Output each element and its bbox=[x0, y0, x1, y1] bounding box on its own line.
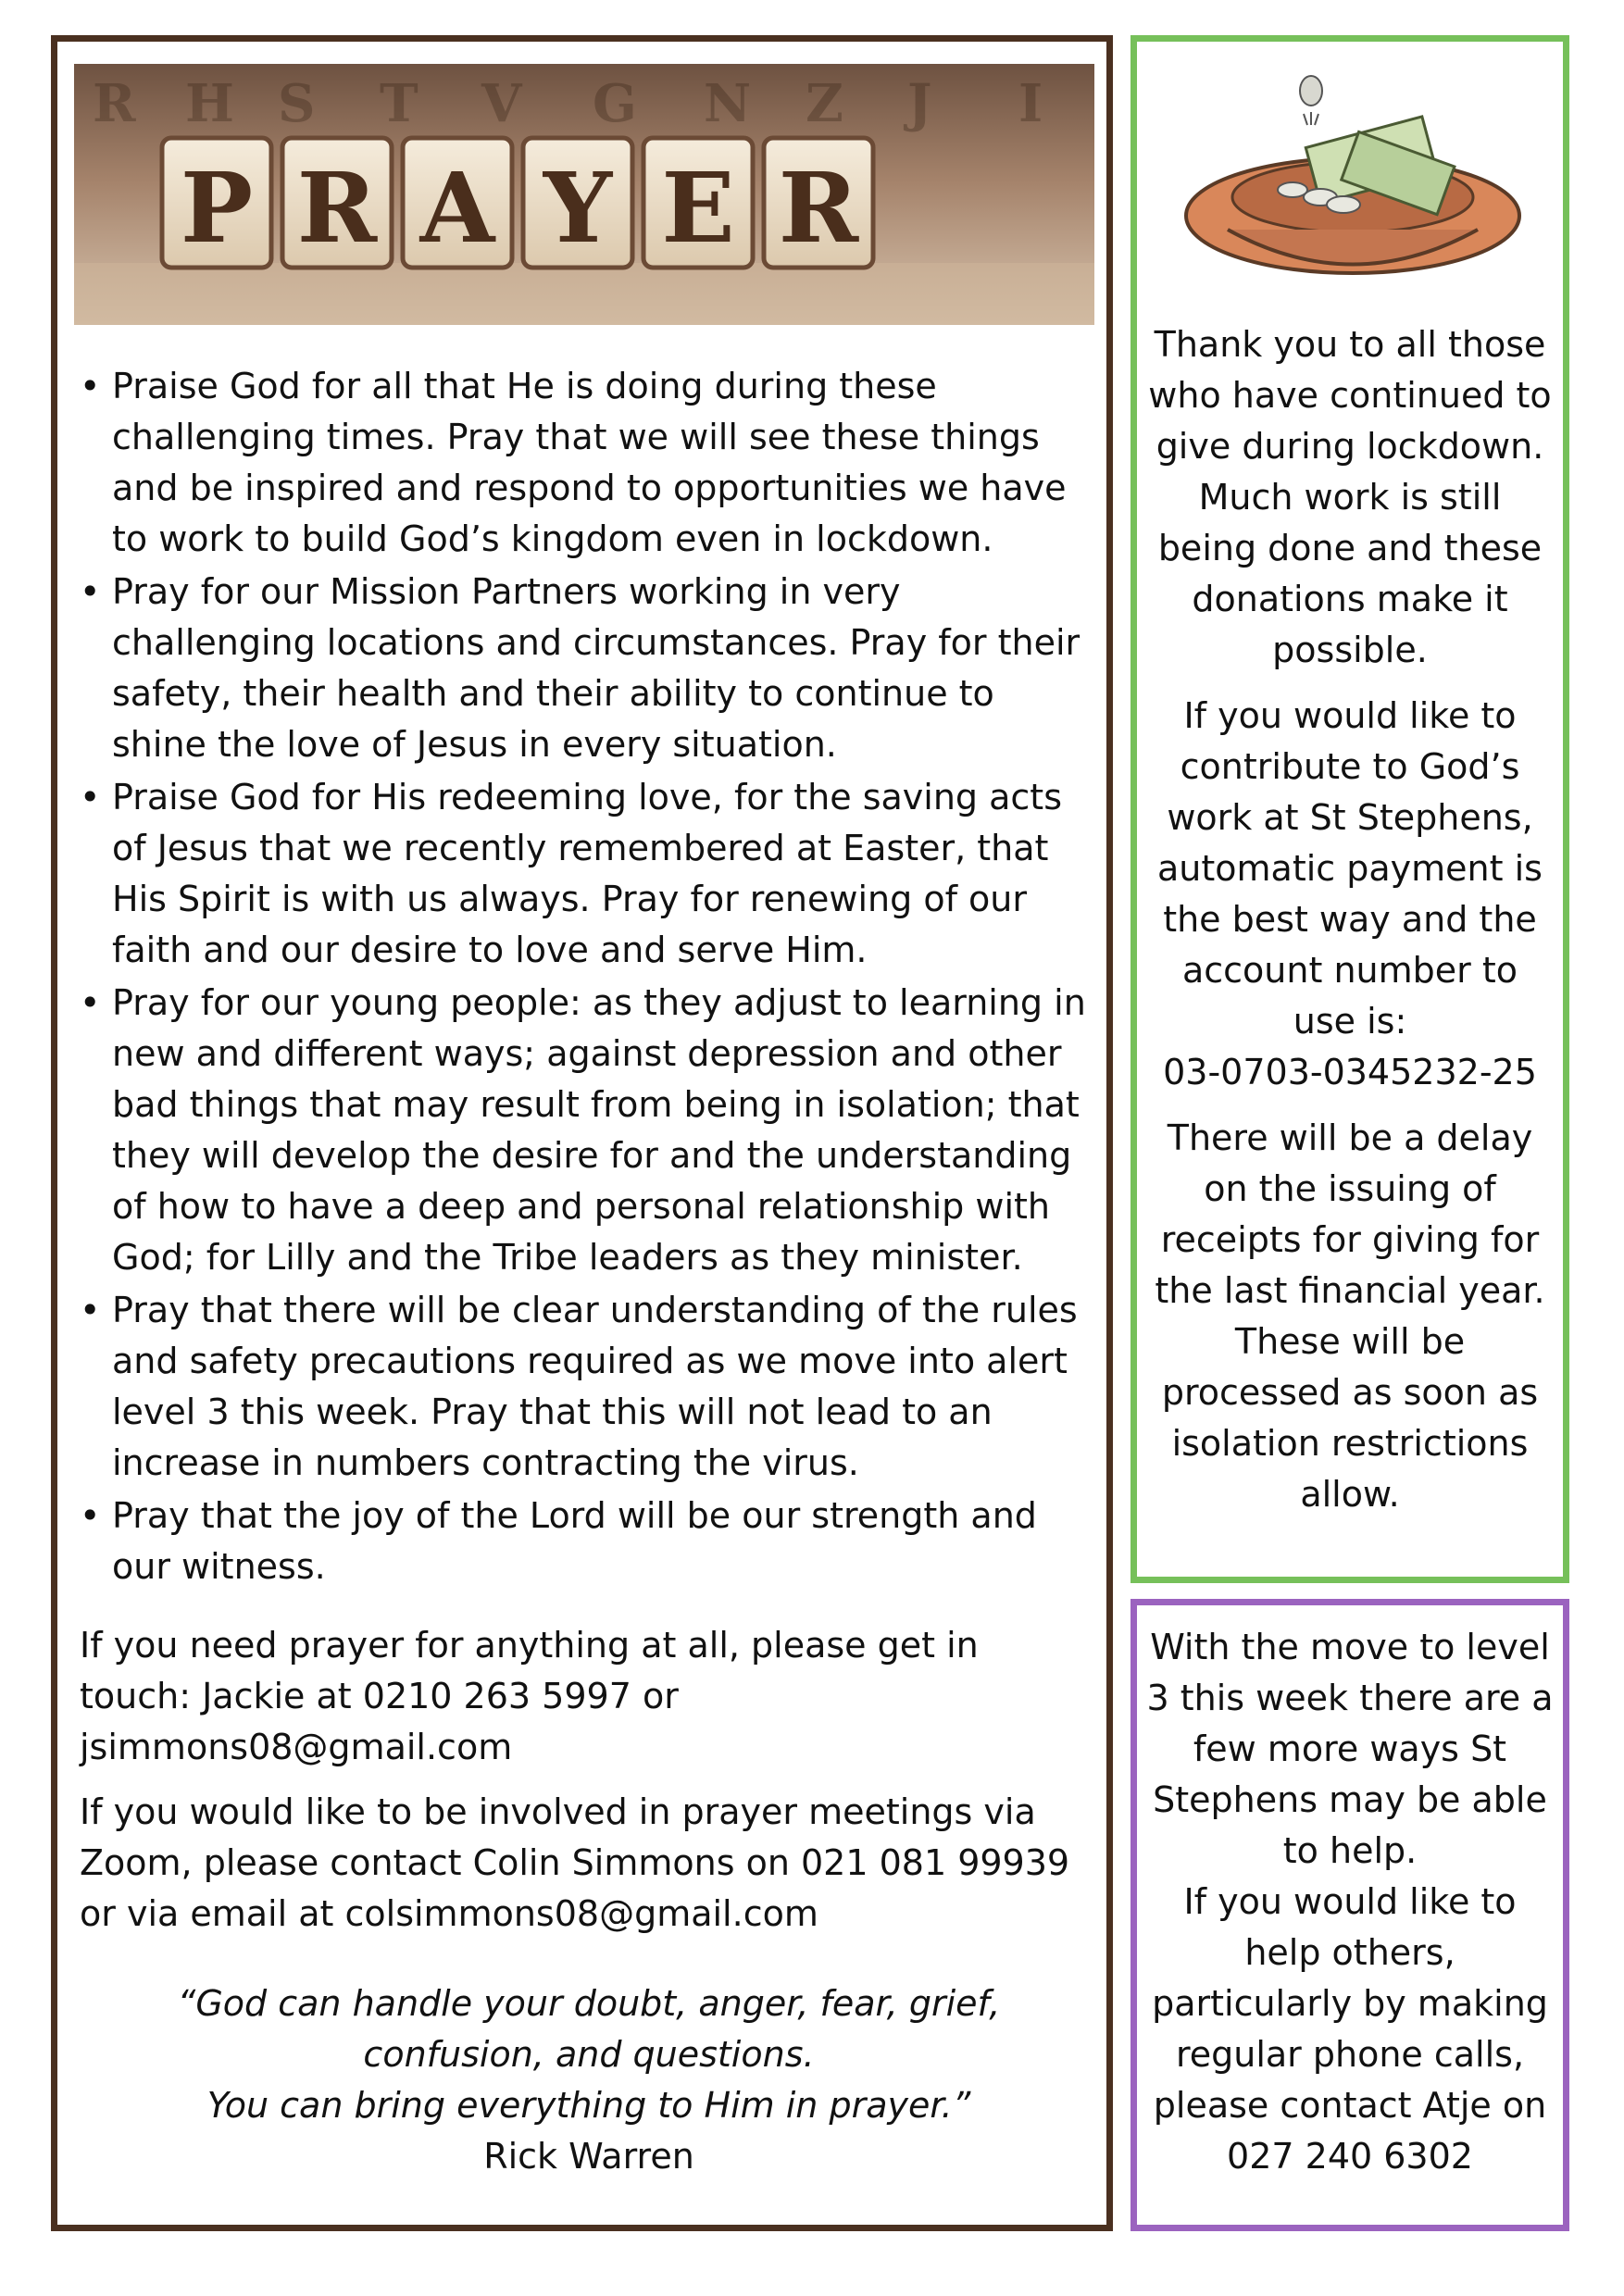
prayer-blocks-illustration bbox=[74, 64, 1094, 325]
quote-author: Rick Warren bbox=[483, 2136, 694, 2177]
bullet-icon: • bbox=[80, 982, 101, 1023]
svg-text:Y: Y bbox=[543, 151, 613, 265]
prayer-item bbox=[80, 978, 1098, 1283]
prayer-request-contact: If you need prayer for anything at all, please get in touch: Jackie at 0210 263 5997 or jsimmons08@gmail.com bbox=[80, 1625, 979, 1767]
prayer-item-text: Pray that there will be clear understanding of the rules and safety precautions required as we move into alert level 3 this week. Pray that this will not lead to an increase in numbers contracting the virus. bbox=[112, 1290, 1078, 1483]
prayer-item-text: Praise God for all that He is doing during these challenging times. Pray that we will see these things and be inspired and respond to opportunities we have to work to build God’s kingdom even in lockdown. bbox=[112, 366, 1067, 559]
svg-text:R: R bbox=[93, 73, 136, 134]
svg-text:J: J bbox=[907, 73, 932, 134]
svg-text:P: P bbox=[180, 151, 254, 265]
prayer-item-text: Pray that the joy of the Lord will be our strength and our witness. bbox=[112, 1495, 1037, 1587]
prayer-item bbox=[80, 772, 1098, 976]
giving-panel bbox=[1131, 35, 1569, 1583]
giving-contribute-text: If you would like to contribute to God’s work at St Stephens, automatic payment is the best way and the account number to use is: bbox=[1157, 695, 1543, 1042]
prayer-banner-image bbox=[74, 64, 1094, 325]
quote-line: “God can handle your doubt, anger, fear, grief, bbox=[177, 1983, 1001, 2024]
svg-text:Z: Z bbox=[806, 73, 843, 134]
giving-receipts: There will be a delay on the issuing of receipts for giving for the last financial year. These will be processed as soon as isolation restrictions allow. bbox=[1155, 1117, 1545, 1515]
prayer-item-text: Pray for our Mission Partners working in very challenging locations and circumstances. Pray for their safety, their health and their ability to continue to shine the love of Jesus in every situation. bbox=[112, 571, 1081, 765]
quote-line: You can bring everything to Him in prayer.” bbox=[206, 2085, 971, 2126]
giving-contribute bbox=[1146, 691, 1554, 1098]
prayer-item-text: Praise God for His redeeming love, for the saving acts of Jesus that we recently remembered at Easter, that His Spirit is with us always. Pray for renewing of our faith and our desire to love and serve Him. bbox=[112, 777, 1062, 970]
quote bbox=[80, 1978, 1098, 2182]
prayer-item bbox=[80, 567, 1098, 770]
svg-text:N: N bbox=[704, 73, 752, 134]
svg-text:R: R bbox=[296, 151, 378, 265]
offering-dish-icon bbox=[1172, 58, 1533, 318]
help-panel bbox=[1131, 1599, 1569, 2231]
prayer-item bbox=[80, 1285, 1098, 1489]
svg-text:G: G bbox=[593, 73, 637, 134]
bullet-icon: • bbox=[80, 777, 101, 817]
prayer-item bbox=[80, 1491, 1098, 1592]
giving-thanks: Thank you to all those who have continued to give during lockdown. Much work is still being done and these donations make it possible. bbox=[1148, 324, 1552, 670]
giving-text bbox=[1146, 319, 1554, 1535]
quote-line: confusion, and questions. bbox=[363, 2034, 815, 2075]
prayer-list bbox=[80, 361, 1098, 1594]
help-phone: 027 240 6302 bbox=[1227, 2136, 1473, 2177]
help-contact bbox=[1146, 1877, 1554, 2182]
help-intro: With the move to level 3 this week there are a few more ways St Stephens may be able to help. bbox=[1146, 1627, 1554, 1871]
account-number: 03-0703-0345232-25 bbox=[1163, 1052, 1537, 1092]
bullet-icon: • bbox=[80, 366, 101, 406]
svg-text:T: T bbox=[380, 73, 418, 134]
bullet-icon: • bbox=[80, 1290, 101, 1330]
help-text bbox=[1146, 1622, 1554, 2182]
svg-text:I: I bbox=[1018, 73, 1043, 134]
prayer-panel bbox=[51, 35, 1113, 2231]
svg-text:H: H bbox=[185, 73, 234, 134]
bullet-icon: • bbox=[80, 1495, 101, 1536]
prayer-item bbox=[80, 361, 1098, 565]
svg-text:S: S bbox=[278, 73, 316, 134]
svg-text:V: V bbox=[481, 73, 522, 134]
help-contact-text: If you would like to help others, particularly by making regular phone calls, please contact Atje on bbox=[1152, 1881, 1548, 2126]
svg-text:E: E bbox=[661, 151, 735, 265]
svg-text:A: A bbox=[419, 151, 495, 265]
zoom-meetings-contact: If you would like to be involved in prayer meetings via Zoom, please contact Colin Simmons on 021 081 99939 or via email at colsimmons08@gmail.com bbox=[80, 1791, 1070, 1934]
bullet-icon: • bbox=[80, 571, 101, 612]
svg-text:R: R bbox=[778, 151, 859, 265]
prayer-item-text: Pray for our young people: as they adjust to learning in new and different ways; against depression and other bad things that may result from being in isolation; that they will develop the desire for and the understanding of how to have a deep and personal relationship with God; for Lilly and the Tribe leaders as they minister. bbox=[112, 982, 1086, 1278]
